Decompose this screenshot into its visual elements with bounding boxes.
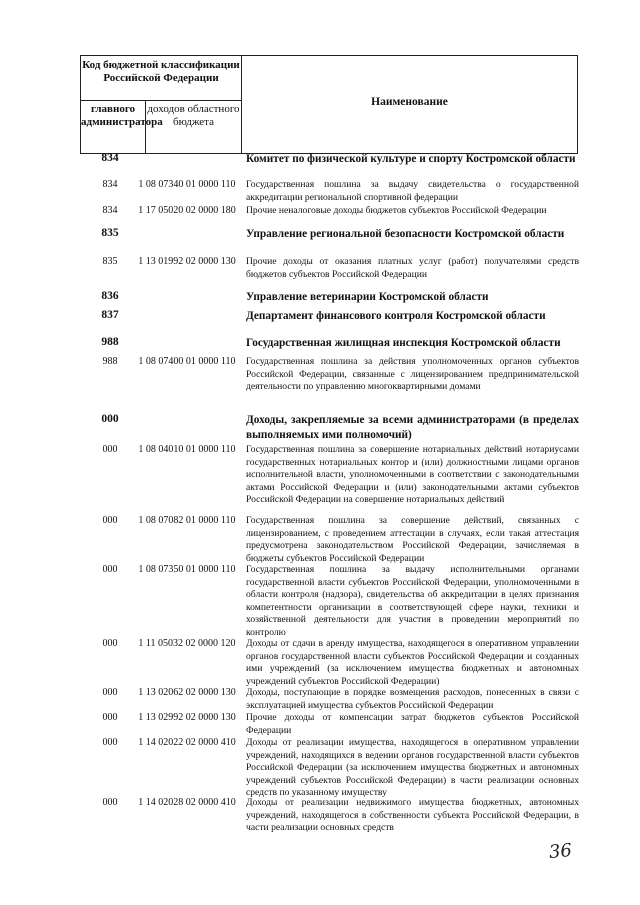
income-code: 1 13 01992 02 0000 130 <box>138 256 236 267</box>
row-name: Прочие неналоговые доходы бюджетов субъектов Российской Федерации <box>246 205 547 216</box>
income-code: 1 17 05020 02 0000 180 <box>138 205 236 216</box>
row-name: Комитет по физической культуре и спорту Костромской области <box>246 153 576 165</box>
row-name: Доходы от реализации недвижимого имущества бюджетных, автономных учреждений, находящегося в собственности субъекта Российской Федерации, в части реализации основных средств <box>246 797 579 833</box>
header-code-group-text: Код бюджетной классификации Российской Федерации <box>82 59 240 84</box>
income-code: 1 13 02992 02 0000 130 <box>138 712 236 723</box>
header-income-text: доходов областного бюджета <box>147 103 240 128</box>
admin-code: 000 <box>102 444 118 455</box>
income-code: 1 13 02062 02 0000 130 <box>138 687 236 698</box>
admin-code: 988 <box>102 356 118 367</box>
header-name <box>241 55 578 154</box>
admin-code: 837 <box>101 309 119 321</box>
admin-code: 000 <box>102 797 118 808</box>
admin-code: 000 <box>102 515 118 526</box>
admin-code: 000 <box>102 638 118 649</box>
income-code: 1 11 05032 02 0000 120 <box>138 638 236 649</box>
row-name: Доходы от сдачи в аренду имущества, находящегося в оперативном управлении органов государственной власти субъектов Российской Федерации и созданных ими учреждений (за исключением имущества бюджетных и автономных учреждений субъектов Российской Федерации) <box>246 638 579 687</box>
admin-code: 836 <box>101 290 119 302</box>
row-name: Доходы, закрепляемые за всеми администраторами (в пределах выполняемых ими полномочий) <box>246 414 579 441</box>
row-name: Прочие доходы от компенсации затрат бюджетов субъектов Российской Федерации <box>246 712 579 736</box>
row-name: Управление ветеринарии Костромской области <box>246 291 489 303</box>
admin-code: 835 <box>101 227 119 239</box>
row-name: Государственная пошлина за действия уполномоченных органов субъектов Российской Федерации, связанные с лицензированием предпринимательской деятельности по управлению многоквартирными домами <box>246 356 579 392</box>
income-code: 1 08 07350 01 0000 110 <box>138 564 236 575</box>
header-income <box>145 100 242 154</box>
row-name: Доходы от реализации имущества, находящегося в оперативном управлении учреждений, находящихся в ведении органов государственной власти субъектов Российской Федерации (за исключением имущества бюджетных и автономных учреждений субъектов Российской Федерации) в части реализации основных средств по указанному имуществу <box>246 737 579 798</box>
row-name: Государственная пошлина за совершение нотариальных действий нотариусами государственных нотариальных контор и (или) должностными лицами органов исполнительной власти, уполномоченными в соответствии с законодательными актами Российской Федерации и (или) законодательными актами субъектов Российской Федерации на совершение нотариальных действий <box>246 444 579 505</box>
header-administrator <box>80 100 163 154</box>
row-name: Государственная пошлина за совершение действий, связанных с лицензированием, с проведением аттестации в случаях, если такая аттестация предусмотрена законодательством Российской Федерации, зачисляемая в бюджеты субъектов Российской Федерации <box>246 515 579 564</box>
header-name-text: Наименование <box>371 96 448 108</box>
income-code: 1 08 07400 01 0000 110 <box>138 356 236 367</box>
income-code: 1 14 02028 02 0000 410 <box>138 797 236 808</box>
admin-code: 000 <box>102 564 118 575</box>
admin-code: 834 <box>102 205 118 216</box>
page-number: 36 <box>547 839 573 864</box>
row-name: Прочие доходы от оказания платных услуг (работ) получателями средств бюджетов субъектов Российской Федерации <box>246 256 579 280</box>
admin-code: 835 <box>102 256 118 267</box>
header-administrator-text: главного администратора <box>81 103 163 128</box>
row-name: Государственная пошлина за выдачу свидетельства о государственной аккредитации региональной спортивной федерации <box>246 179 579 203</box>
admin-code: 000 <box>102 712 118 723</box>
income-code: 1 08 07340 01 0000 110 <box>138 179 236 190</box>
table-header <box>80 55 578 154</box>
admin-code: 000 <box>102 687 118 698</box>
admin-code: 000 <box>101 413 119 425</box>
header-code-group <box>80 55 242 101</box>
admin-code: 000 <box>102 737 118 748</box>
row-name: Государственная пошлина за выдачу исполнительными органами государственной власти субъектов Российской Федерации, уполномоченными в области контроля (надзора), свидетельства об аккредитации в целях признания компетентности организации в соответствующей сфере науки, техники и хозяйственной деятельности для участия в проведении мероприятий по контролю <box>246 564 579 638</box>
income-code: 1 08 04010 01 0000 110 <box>138 444 236 455</box>
row-name: Доходы, поступающие в порядке возмещения расходов, понесенных в связи с эксплуатацией имущества субъектов Российской Федерации <box>246 687 579 711</box>
row-name: Департамент финансового контроля Костромской области <box>246 310 546 322</box>
admin-code: 834 <box>101 152 119 164</box>
admin-code: 988 <box>101 336 119 348</box>
income-code: 1 08 07082 01 0000 110 <box>138 515 236 526</box>
row-name: Государственная жилищная инспекция Костромской области <box>246 337 561 349</box>
admin-code: 834 <box>102 179 118 190</box>
row-name: Управление региональной безопасности Костромской области <box>246 228 565 240</box>
income-code: 1 14 02022 02 0000 410 <box>138 737 236 748</box>
